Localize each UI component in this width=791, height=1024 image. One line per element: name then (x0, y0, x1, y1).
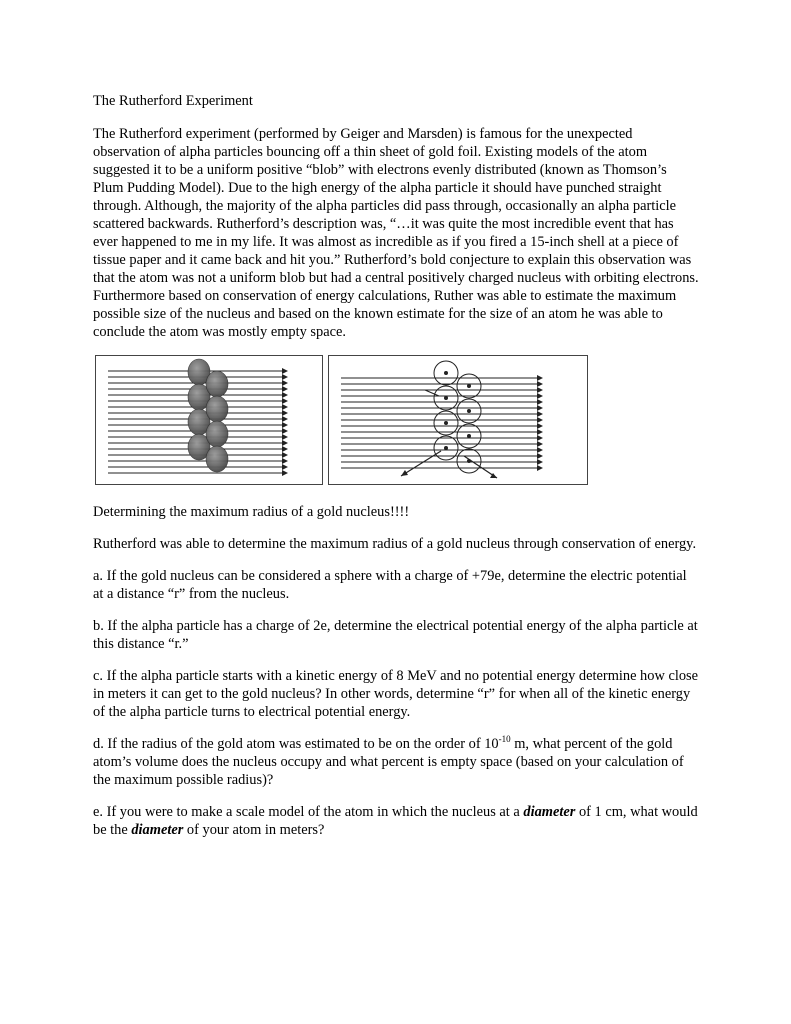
question-e-text: e. If you were to make a scale model of the atom in which the nucleus at a (93, 804, 524, 820)
arrow-head (282, 458, 288, 464)
arrow-head (282, 440, 288, 446)
plum-pudding-diagram (96, 356, 322, 484)
intro-paragraph: The Rutherford experiment (performed by Geiger and Marsden) is famous for the unexpected observation of alpha particles bouncing off a thin sheet of gold foil. Existing models of the atom suggested it to be a uniform positive “blob” with electrons evenly distributed (known as Thomson’s Plum Pudding Model). Due to the high energy of the alpha particle it should have punched straight through. Although, the majority of the alpha particles did pass through, occasionally an alpha particle scattered backwards. Rutherford’s description was, “…it was quite the most incredible event that has ever happened to me in my life. It was almost as incredible as if you fired a 15-inch shell at a piece of tissue paper and it came back and hit you.” Rutherford’s bold conjecture to explain this observation was that the atom was not a uniform blob but had a central positively charged nucleus with orbiting electrons. Furthermore based on conservation of energy calculations, Ruther was able to estimate the maximum possible size of the nucleus and based on the known estimate for the size of an atom he was able to conclude the atom was mostly empty space. (93, 126, 699, 340)
scattering-figures (93, 355, 699, 487)
nucleus-dot (444, 396, 448, 400)
arrow-head (537, 381, 543, 387)
question-d-text-cont: m, what percent of the gold atom’s volume does the nucleus occupy and what percent is empty space (based on your calculation of the maximum possible radius)? (93, 736, 684, 788)
section-intro: Rutherford was able to determine the maximum radius of a gold nucleus through conservation of energy. (93, 536, 697, 552)
exponent: -10 (498, 734, 511, 744)
arrow-head (282, 464, 288, 470)
arrow-head (282, 386, 288, 392)
nucleus-dot (444, 446, 448, 450)
nuclear-model-diagram (329, 356, 587, 484)
emphasis-diameter-2: diameter (131, 822, 184, 838)
atom-blob (206, 446, 228, 472)
nucleus-dot (444, 421, 448, 425)
arrow-head (537, 393, 543, 399)
nucleus-dot (444, 371, 448, 375)
question-d-text: d. If the radius of the gold atom was estimated to be on the order of 10 (93, 736, 499, 752)
arrow-head (537, 411, 543, 417)
arrow-head (282, 452, 288, 458)
arrow-head (282, 428, 288, 434)
plum-pudding-figure (95, 355, 323, 485)
question-b: b. If the alpha particle has a charge of 2e, determine the electrical potential energy of the alpha particle at this distance “r.” (93, 618, 698, 652)
arrow-head (282, 416, 288, 422)
question-e-text-cont: of 1 cm, what would be the (93, 804, 698, 838)
question-d (93, 735, 699, 789)
arrow-head (537, 387, 543, 393)
question-e-text-end: of your atom in meters? (183, 822, 325, 838)
arrow-head (282, 368, 288, 374)
arrow-head (537, 417, 543, 423)
arrow-head (537, 435, 543, 441)
arrow-head (537, 399, 543, 405)
arrow-head (537, 375, 543, 381)
scattered-ray (401, 451, 441, 476)
atom-blob (206, 421, 228, 447)
nucleus-dot (467, 434, 471, 438)
arrow-head (537, 459, 543, 465)
arrow-head (282, 446, 288, 452)
emphasis-diameter: diameter (523, 804, 576, 820)
section-heading: Determining the maximum radius of a gold nucleus!!!! (93, 504, 410, 520)
question-a: a. If the gold nucleus can be considered a sphere with a charge of +79e, determine the electric potential at a distance “r” from the nucleus. (93, 568, 687, 602)
arrow-head (282, 470, 288, 476)
arrow-head (282, 404, 288, 410)
arrow-head (282, 398, 288, 404)
question-e (93, 803, 699, 839)
arrow-head (282, 422, 288, 428)
arrow-head (401, 470, 408, 476)
arrow-head (537, 453, 543, 459)
nucleus-dot (467, 409, 471, 413)
arrow-head (282, 380, 288, 386)
arrow-head (537, 447, 543, 453)
document-page (93, 92, 699, 853)
arrow-head (282, 410, 288, 416)
nucleus-dot (467, 384, 471, 388)
arrow-head (537, 429, 543, 435)
arrow-head (537, 441, 543, 447)
arrow-head (282, 392, 288, 398)
arrow-head (537, 405, 543, 411)
document-title: The Rutherford Experiment (93, 93, 253, 109)
nuclear-model-figure (328, 355, 588, 485)
arrow-head (282, 434, 288, 440)
arrow-head (537, 423, 543, 429)
arrow-head (537, 465, 543, 471)
atom-blob (206, 396, 228, 422)
question-c: c. If the alpha particle starts with a kinetic energy of 8 MeV and no potential energy determine how close in meters it can get to the gold nucleus? In other words, determine “r” for when all of the kinetic energy of the alpha particle turns to electrical potential energy. (93, 668, 699, 720)
arrow-head (282, 374, 288, 380)
atom-blob (206, 371, 228, 397)
